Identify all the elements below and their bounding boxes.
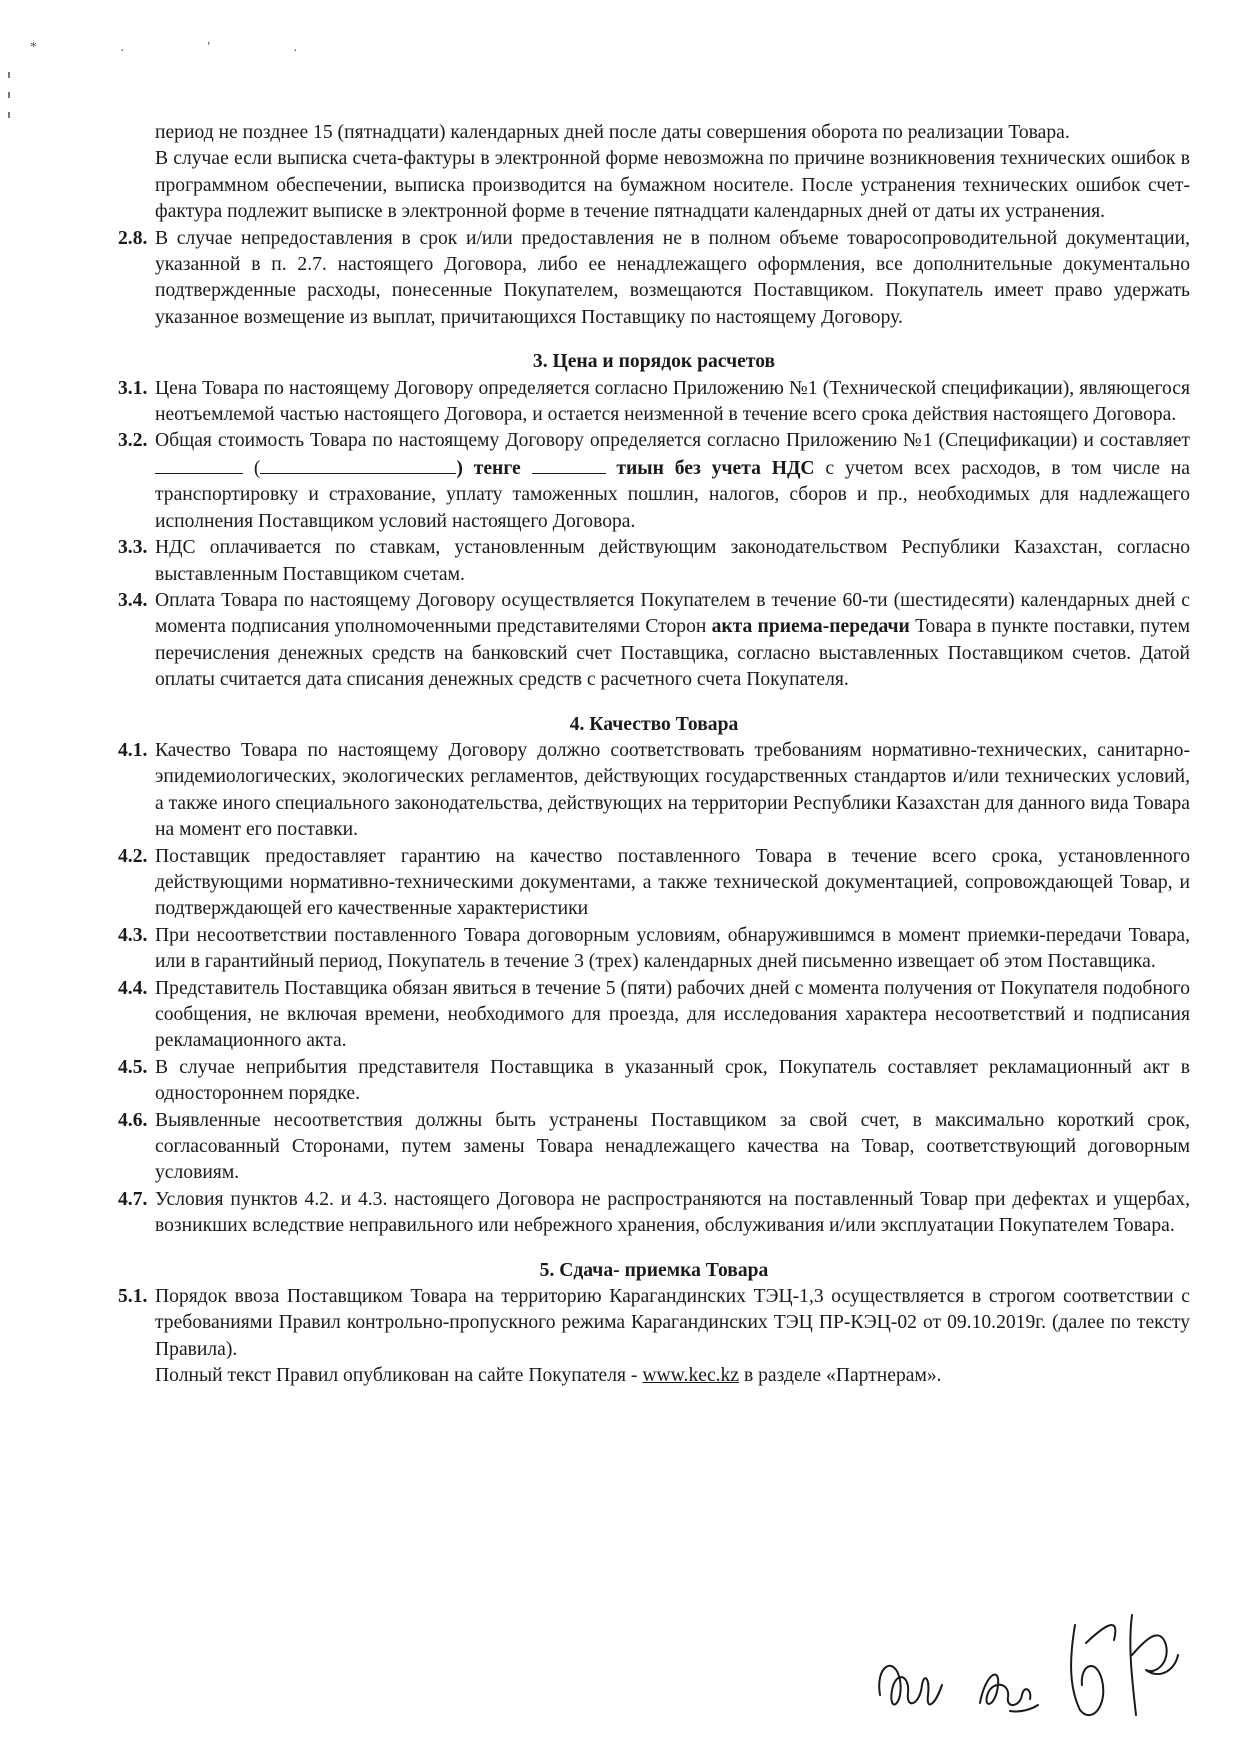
clause-3-3 [118,535,1190,588]
clause-number: 4.1. [118,739,148,761]
tenge-label: ) тенге [456,457,521,479]
clause-4-4 [118,976,1190,1055]
tiyn-label: тиын без учета НДС [616,457,815,479]
clause-text: Представитель Поставщика обязан явиться в течение 5 (пяти) рабочих дней с момента получения от Покупателя подобного сообщения, не включая времени, необходимого для проезда, для исследования характера несоответствий и подписания рекламационного акта. [155,977,1190,1052]
clause-number: 4.5. [118,1056,148,1078]
signature-3 [1071,1625,1115,1715]
clause-4-3 [118,923,1190,976]
clause-4-1 [118,738,1190,844]
signature-2 [980,1675,1038,1712]
section-5-heading: 5. Сдача- приемка Товара [539,1259,769,1281]
clause-number: 3.4. [118,589,148,611]
clause-text-part: в разделе «Партнерам». [743,1365,942,1387]
tiyn-blank [532,455,606,474]
amount-blank [155,455,243,474]
signature-1 [879,1666,942,1705]
clause-number: 4.6. [118,1109,148,1131]
clause-4-2 [118,844,1190,923]
paragraph-invoice-technical-errors: В случае если выписка счета-фактуры в электронной форме невозможна по причине возникновения технических ошибок в программном обеспечении, выписка производится на бумажном носителе. После устранения технических ошибок счет-фактура подлежит выписке в электронной форме в течение пятнадцати календарных дней от даты их устранения. [155,148,1190,223]
clause-text: Качество Товара по настоящему Договору должно соответствовать требованиям нормативно-технических, санитарно-эпидемиологических, экологических регламентов, действующих государственных стандартов и/или технических условий, а также иного специального законодательства, действующих на территории Республики Казахстан для данного вида Товара на момент его поставки. [155,739,1190,841]
clause-number: 4.4. [118,977,148,999]
clause-text: При несоответствии поставленного Товара договорным условиям, обнаружившимся в момент приемки-передачи Товара, или в гарантийный период, Покупатель в течение 3 (трех) календарных дней письменно извещает об этом Поставщика. [155,924,1190,973]
signatures [870,1585,1190,1735]
clause-text: Цена Товара по настоящему Договору определяется согласно Приложению №1 (Технической спецификации), являющегося неотъемлемой частью настоящего Договора, и остается неизменной в течение всего срока действия настоящего Договора. [155,377,1190,426]
clause-number: 3.3. [118,537,148,559]
clause-text-part: Товара в пункте поставки, путем перечисления денежных средств на банковский счет Поставщика, согласно выставленных Поставщиком счетов. Датой оплаты считается дата списания денежных средств с расчетного счета Покупателя. [155,616,1191,691]
paragraph-rules-publication [155,1363,1190,1389]
clause-3-4 [118,588,1190,694]
clause-number: 2.8. [118,227,148,249]
acceptance-act-bold: акта приема-передачи [711,616,910,638]
clause-number: 5.1. [118,1286,148,1308]
clause-text: Выявленные несоответствия должны быть устранены Поставщиком за свой счет, в максимально короткий срок, согласованный Сторонами, путем замены Товара ненадлежащего качества на Товар, соответствующий договорным условиям. [155,1109,1190,1184]
scan-marks: * . ' . [30,40,338,55]
clause-number: 4.2. [118,845,148,867]
scan-margin-ticks [8,72,10,152]
paragraph-invoice-deadline: период не позднее 15 (пятнадцати) календарных дней после даты совершения оборота по реализации Товара. [155,122,1070,143]
clause-text-part: Полный текст Правил опубликован на сайте Покупателя - [155,1365,638,1387]
clause-2-8 [118,226,1190,332]
clause-text [155,428,1190,535]
clause-4-7 [118,1187,1190,1240]
clause-number: 3.1. [118,377,148,399]
clause-3-1 [118,376,1190,429]
clause-text-part: Общая стоимость Товара по настоящему Договору определяется согласно Приложению №1 (Спецификации) и составляет [155,430,1190,452]
paren-open: ( [253,457,261,479]
clause-text-part: с учетом всех расходов, в том числе на транспортировку и страхование, уплату таможенных пошлин, налогов, сборов и пр., необходимых для надлежащего исполнения Поставщиком условий настоящего Договора. [155,457,1190,532]
section-3-heading: 3. Цена и порядок расчетов [532,351,776,373]
amount-words-blank [260,455,456,474]
clause-3-2 [118,428,1190,535]
clause-text-part: Оплата Товара по настоящему Договору осуществляется Покупателем в течение 60-ти (шестидесяти) календарных дней с момента подписания уполномоченными представителями Сторон [155,589,1190,638]
clause-text: Поставщик предоставляет гарантию на качество поставленного Товара в течение всего срока, установленного действующими нормативно-техническими документами, а также технической документацией, сопровождающей Товар, и подтверждающей его качественные характеристики [155,845,1190,920]
clause-5-1 [118,1284,1190,1363]
contract-text [118,120,1190,1390]
clause-text: В случае неприбытия представителя Поставщика в указанный срок, Покупатель составляет рекламационный акт в одностороннем порядке. [155,1056,1190,1105]
clause-number: 4.3. [118,924,148,946]
section-4-heading: 4. Качество Товара [569,713,739,735]
clause-text: Условия пунктов 4.2. и 4.3. настоящего Договора не распространяются на поставленный Товар при дефектах и ущербах, возникших вследствие неправильного или небрежного хранения, обслуживания и/или эксплуатации Покупателем Товара. [155,1188,1190,1237]
clause-number: 3.2. [118,430,148,452]
website-link[interactable]: www.kec.kz [642,1365,740,1387]
clause-text: Порядок ввоза Поставщиком Товара на территорию Карагандинских ТЭЦ-1,3 осуществляется в строгом соответствии с требованиями Правил контрольно-пропускного режима Карагандинских ТЭЦ ПР-КЭЦ-02 от 09.10.2019г. (далее по тексту Правила). [155,1286,1190,1360]
clause-number: 4.7. [118,1188,148,1210]
clause-text: НДС оплачивается по ставкам, установленным действующим законодательством Республики Казахстан, согласно выставленным Поставщиком счетам. [155,537,1190,585]
clause-text [155,588,1190,694]
signature-4 [1130,1615,1178,1715]
clause-text: В случае непредоставления в срок и/или предоставления не в полном объеме товаросопроводительной документации, указанной в п. 2.7. настоящего Договора, либо ее ненадлежащего оформления, все дополнительные документально подтвержденные расходы, понесенные Покупателем, возмещаются Поставщиком. Покупатель имеет право удержать указанное возмещение из выплат, причитающихся Поставщику по настоящему Договору. [155,227,1190,328]
clause-4-5 [118,1055,1190,1108]
clause-4-6 [118,1108,1190,1187]
